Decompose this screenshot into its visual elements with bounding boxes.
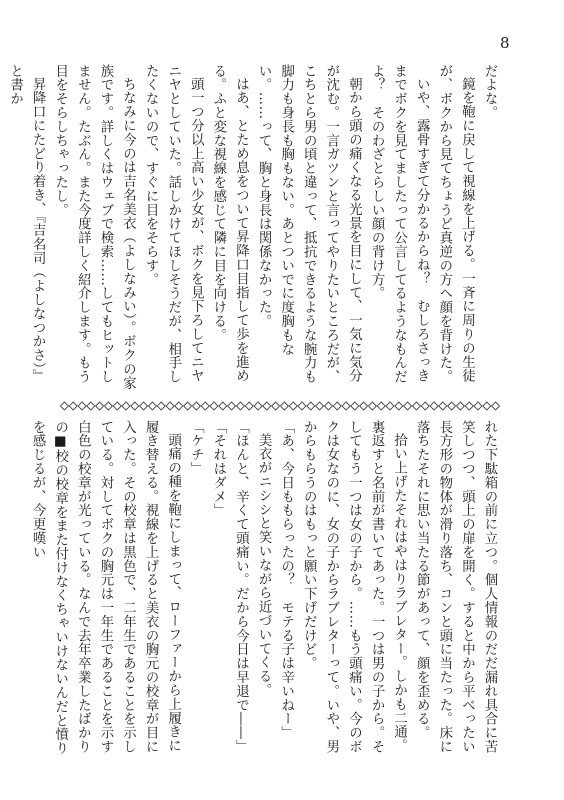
divider-diamond bbox=[430, 402, 438, 410]
body-text-lower bbox=[30, 420, 500, 760]
divider-diamond bbox=[78, 402, 86, 410]
section-divider bbox=[60, 401, 500, 411]
paragraph: 「ほんと、辛くて頭痛い。だから今日は早退で――」 bbox=[233, 420, 249, 754]
divider-diamond bbox=[113, 402, 121, 410]
paragraph: だよな。 bbox=[482, 64, 497, 120]
divider-diamond bbox=[60, 402, 68, 410]
divider-diamond bbox=[228, 402, 236, 410]
divider-diamond bbox=[272, 402, 280, 410]
divider-diamond bbox=[192, 402, 200, 410]
divider-diamond bbox=[148, 402, 156, 410]
paragraph: 拾い上げたそれはやはりラブレター。しかも二通。裏返すと名前が書いてあった。一つは男の子から。そしてもう一つは女の子から。……もう頭痛い。今のボクは女なのに、女の子からラブレターって。いや、男からもらうのはもっと願い下げだけど。 bbox=[301, 420, 407, 754]
divider-diamond bbox=[219, 402, 227, 410]
paragraph: 「それはダメ」 bbox=[210, 420, 226, 518]
paragraph: 鏡を鞄に戻して視線を上げる。一斉に周りの生徒が、ボクから見てちょうど真逆の方へ顔を背けた。 bbox=[436, 64, 475, 384]
divider-diamond bbox=[448, 402, 456, 410]
page-number: 8 bbox=[500, 34, 510, 52]
divider-diamond bbox=[122, 402, 130, 410]
paragraph: ちなみに今のは吉名美衣（よしなみい）。ボクの家族です。詳しくはウェブで検索……してもヒットしません。たぶん。また今度詳しく紹介します。もう目をそらしちゃったし。 bbox=[52, 64, 136, 391]
divider-diamond bbox=[166, 402, 174, 410]
divider-diamond bbox=[104, 402, 112, 410]
divider-diamond bbox=[492, 402, 500, 410]
divider-diamond bbox=[298, 402, 306, 410]
divider-diamond bbox=[210, 402, 218, 410]
divider-diamond bbox=[157, 402, 165, 410]
divider-diamond bbox=[307, 402, 315, 410]
divider-diamond bbox=[280, 402, 288, 410]
divider-diamond bbox=[395, 402, 403, 410]
paragraph: 頭痛の種を鞄にしまって、ローファーから上履きに履き替える。視線を上げると美衣の胸元の校章が目に入った。その校章は黒色で、二年生であることを示している。対してボクの胸元は一年生であることを示す白色の校章が光っている。なんで去年卒業したばかりの■校の校章をまた付けなくちゃいけないんだと憤りを感じるが、今更嘆い bbox=[30, 420, 181, 756]
divider-diamond bbox=[404, 402, 412, 410]
paragraph: 美衣がニシシと笑いながら近づいてくる。 bbox=[256, 433, 272, 698]
paragraph: いや、露骨すぎて分かるからね？ むしろさっきまでボクを見てましたって公言してるようなもんだよ？ そのわざとらしい顔の背け方。 bbox=[369, 64, 430, 384]
divider-diamond bbox=[201, 402, 209, 410]
paragraph: れた下駄箱の前に立つ。個人情報のだだ漏れ具合に苦笑しつつ、頭上の扉を開く。すると中から平べったい長方形の物体が滑り落ち、コンと頭に当たった。床に落ちたそれに思い当たる節があって、顔を歪める。 bbox=[414, 420, 497, 754]
divider-diamond bbox=[184, 402, 192, 410]
divider-diamond bbox=[368, 402, 376, 410]
divider-diamond bbox=[140, 402, 148, 410]
paragraph: 昇降口にたどり着き、『吉名司（よしなつかさ）』と書か bbox=[7, 64, 46, 384]
divider-diamond bbox=[465, 402, 473, 410]
divider-diamond bbox=[412, 402, 420, 410]
divider-diamond bbox=[316, 402, 324, 410]
divider-diamond bbox=[289, 402, 297, 410]
paragraph: 朝から頭の痛くなる光景を目にして、一気に気分が沈む。一言ガツンと言ってやりたいところだが、こちとら男の頃と違って、抵抗できるような腕力も脚力も身長も胸もない。あとついでに度胸もない。……って、胸と身長は関係なかった。 bbox=[256, 64, 362, 384]
divider-diamond bbox=[333, 402, 341, 410]
divider-diamond bbox=[483, 402, 491, 410]
divider-diamond bbox=[377, 402, 385, 410]
divider-diamond bbox=[342, 402, 350, 410]
paragraph: 「あ、今日ももらったの？ モテる子は辛いねー」 bbox=[278, 420, 294, 740]
divider-diamond bbox=[360, 402, 368, 410]
divider-diamond bbox=[386, 402, 394, 410]
paragraph: 頭一つ分以上高い少女が、ボクを見下ろしてニヤニヤとしていた。話しかけてほしそうだが、相手したくないので、すぐに目をそらす。 bbox=[143, 64, 204, 384]
divider-diamond bbox=[439, 402, 447, 410]
body-text-upper bbox=[7, 64, 500, 394]
divider-diamond bbox=[175, 402, 183, 410]
paragraph: はあ、とため息をついて昇降口目指して歩を進める。ふと変な視線を感じて隣に目を向ける。 bbox=[210, 64, 249, 384]
divider-diamond bbox=[351, 402, 359, 410]
divider-diamond bbox=[324, 402, 332, 410]
divider-diamond bbox=[421, 402, 429, 410]
divider-diamond bbox=[96, 402, 104, 410]
divider-diamond bbox=[245, 402, 253, 410]
divider-diamond bbox=[236, 402, 244, 410]
divider-diamond bbox=[131, 402, 139, 410]
divider-diamond bbox=[69, 402, 77, 410]
divider-diamond bbox=[254, 402, 262, 410]
divider-diamond bbox=[456, 402, 464, 410]
paragraph: 「ケチ」 bbox=[188, 420, 204, 476]
divider-diamond bbox=[474, 402, 482, 410]
divider-diamond bbox=[263, 402, 271, 410]
divider-diamond bbox=[87, 402, 95, 410]
